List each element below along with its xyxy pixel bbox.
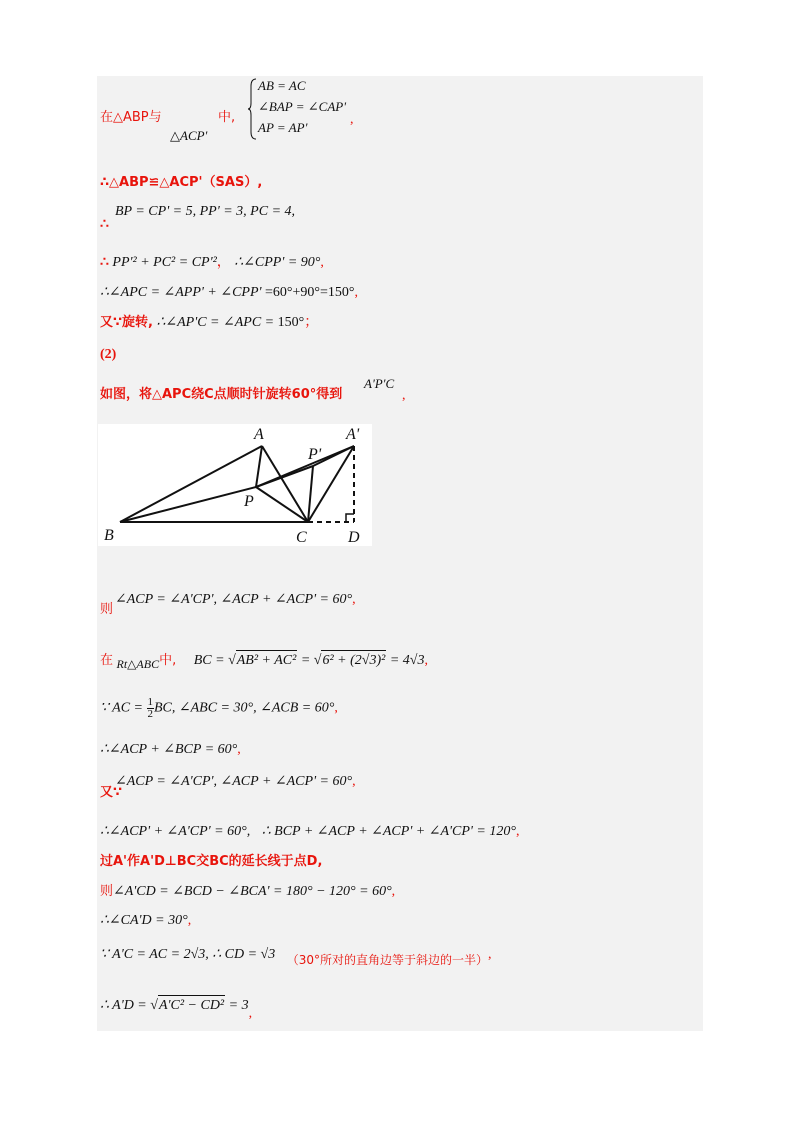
comma: , xyxy=(402,388,406,403)
text-in-triangle: 在△ABP与 xyxy=(100,110,162,125)
angle-values: BC, ∠ABC = 30°, ∠ACB = 60° xyxy=(154,700,335,716)
text-you-because: 又∵ xyxy=(100,785,123,800)
line-a-prime-d-length: ∴ A'D = √A'C² − CD² = 3, xyxy=(100,995,252,1016)
comma: , xyxy=(320,255,324,270)
text-ze: 则 xyxy=(100,884,114,899)
line-bc-length: 在 Rt△ABC中, BC = √AB² + AC² = √6² + (2√3)² = 4√3, xyxy=(100,650,428,671)
line-cd-length xyxy=(100,944,492,965)
theorem-note: （30°所对的直角边等于斜边的一半） xyxy=(286,953,489,967)
line-congruence-setup xyxy=(100,108,162,128)
text-zhong: 中, xyxy=(159,653,177,668)
angle-equal-expr: ∠ACP = ∠A'CP', ∠ACP + ∠ACP' = 60° xyxy=(115,774,353,789)
line-rotation xyxy=(100,313,318,333)
right-angle-mark xyxy=(346,514,354,522)
segment-ap xyxy=(256,446,262,487)
segment-ba xyxy=(120,446,262,522)
comma: , xyxy=(354,285,359,300)
line-ac-half-bc xyxy=(100,697,338,720)
line-again-because xyxy=(100,772,356,792)
comma: , xyxy=(515,824,520,839)
angle-sum-60: ∴∠ACP' + ∠A'CP' = 60°, xyxy=(100,824,251,839)
line-pythagoras xyxy=(100,253,324,273)
angle-sum-expr: ∴∠ACP + ∠BCP = 60° xyxy=(100,742,238,757)
line-lengths: BP = CP' = 5, PP' = 3, PC = 4, xyxy=(115,204,296,219)
radical-2: 6² + (2√3)² xyxy=(321,650,386,671)
a-prime-d-result: = 3 xyxy=(225,998,249,1013)
equation-system xyxy=(248,78,358,140)
angle-sum-value: =60°+90°=150° xyxy=(261,285,355,300)
denominator: 2 xyxy=(147,708,153,720)
semicolon: ； xyxy=(304,315,319,330)
comma: , xyxy=(187,913,192,928)
therefore-symbol: ∴ xyxy=(100,217,109,232)
geometry-figure xyxy=(98,424,372,546)
comma: , xyxy=(237,742,241,757)
therefore-symbol: ∴ xyxy=(100,255,109,270)
label-c: C xyxy=(296,529,307,546)
part-2-label: (2) xyxy=(100,347,117,362)
text-ze: 则 xyxy=(100,602,114,617)
line-angle-a-prime-cd xyxy=(100,882,395,902)
pythagoras-expr: PP'² + PC² = CP'² xyxy=(112,255,217,270)
text-zai: 在 xyxy=(100,653,114,668)
rotation-value: 150° xyxy=(277,315,305,330)
label-p: P xyxy=(244,493,254,510)
comma: , xyxy=(352,592,356,607)
radical-3: A'C² − CD² xyxy=(158,995,225,1016)
comma: , xyxy=(488,947,492,962)
label-b: B xyxy=(104,527,114,544)
bc-result: = 4√3 xyxy=(386,653,425,668)
system-row-1: AB = AC xyxy=(258,78,306,93)
triangle-acp-prime: △ACP' xyxy=(170,128,208,143)
angle-sum-120: ∴ BCP + ∠ACP + ∠ACP' + ∠A'CP' = 120° xyxy=(261,824,516,839)
comma: , xyxy=(352,774,356,789)
label-a-prime: A' xyxy=(346,426,360,443)
separator: ， xyxy=(216,255,231,270)
equals: = xyxy=(297,653,314,668)
text-zhong: 中, xyxy=(218,110,236,125)
text-rotation: 又∵旋转, xyxy=(100,315,153,330)
label-a: A xyxy=(254,426,264,443)
line-angle-sum xyxy=(100,740,241,760)
line-angle-equal xyxy=(100,590,356,610)
angle-cd-expr: ∠A'CD = ∠BCD − ∠BCA' = 180° − 120° = 60° xyxy=(113,884,392,899)
line-congruent-sas: ∴△ABP≌△ACP'（SAS）, xyxy=(100,175,263,190)
system-row-2: ∠BAP = ∠CAP' xyxy=(258,99,346,114)
label-d: D xyxy=(348,529,360,546)
angle-30-expr: ∴∠CA'D = 30° xyxy=(100,913,188,928)
bc-eq: BC = xyxy=(193,653,229,668)
line-angle-30 xyxy=(100,911,191,931)
radical-1: AB² + AC² xyxy=(236,650,298,671)
segment-ac xyxy=(262,446,308,522)
line-angle-total xyxy=(100,822,519,842)
triangle-a-p-c-prime: A'P'C xyxy=(364,376,395,391)
right-triangle-abc: Rt△ABC xyxy=(116,657,160,671)
segment-pc xyxy=(256,487,308,522)
comma: , xyxy=(350,112,354,127)
angle-sum-expr: ∴∠APC = ∠APP' + ∠CPP' xyxy=(100,285,262,300)
geometry-diagram xyxy=(98,424,372,546)
comma: , xyxy=(391,884,396,899)
line-construct-perpendicular: 过A'作A'D⊥BC交BC的延长线于点D, xyxy=(100,854,323,869)
right-angle-expr: ∴∠CPP' = 90° xyxy=(234,255,321,270)
label-p-prime: P' xyxy=(308,446,322,463)
a-prime-d-eq: ∴ A'D = xyxy=(100,998,151,1013)
comma: , xyxy=(334,700,338,716)
ac-eq: ∵ AC = xyxy=(100,700,147,716)
system-row-3: AP = AP' xyxy=(258,120,308,135)
angle-equal-expr: ∠ACP = ∠A'CP', ∠ACP + ∠ACP' = 60° xyxy=(115,592,353,607)
numerator: 1 xyxy=(147,696,153,708)
cd-expr: ∵ A'C = AC = 2√3, ∴ CD = √3 xyxy=(100,947,276,962)
fraction-one-half xyxy=(147,697,155,720)
left-brace xyxy=(248,78,258,140)
comma: , xyxy=(248,1006,253,1021)
rotation-expr: ∴∠AP'C = ∠APC = xyxy=(156,315,278,330)
line-rotate-statement: 如图，将△APC绕C点顺时针旋转60°得到 xyxy=(100,387,343,402)
line-angle-apc xyxy=(100,283,358,303)
segment-bp xyxy=(120,487,256,522)
comma: , xyxy=(424,653,428,668)
